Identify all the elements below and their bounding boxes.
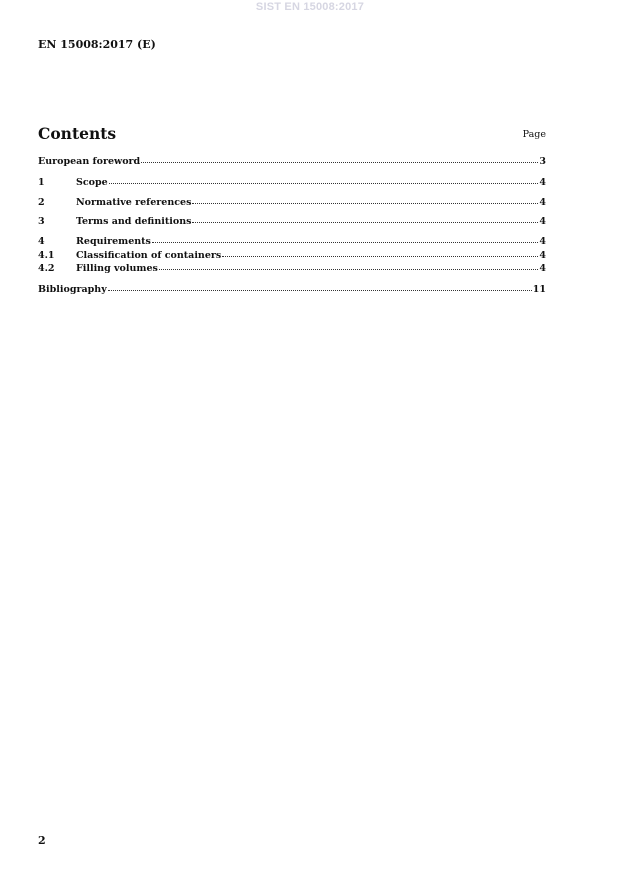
toc-entry-title: Scope bbox=[76, 177, 108, 188]
toc-entry-title: Filling volumes bbox=[76, 263, 158, 274]
toc-entry-number: 1 bbox=[38, 177, 45, 188]
toc-entry-title: Bibliography bbox=[38, 284, 107, 295]
toc-entry-page: 4 bbox=[539, 197, 546, 208]
toc-entry-title: Classification of containers bbox=[76, 250, 222, 261]
toc-entry-scope[interactable] bbox=[38, 177, 546, 188]
toc-entry-requirements[interactable] bbox=[38, 236, 546, 247]
toc-entry-bibliography[interactable] bbox=[38, 284, 546, 295]
toc-entry-filling-volumes[interactable] bbox=[38, 263, 546, 274]
toc-entry-number: 4.2 bbox=[38, 263, 55, 274]
toc-leader-dots bbox=[109, 183, 539, 184]
watermark: SIST EN 15008:2017 bbox=[255, 1, 365, 13]
toc-entry-page: 11 bbox=[532, 284, 546, 295]
toc-leader-dots bbox=[192, 203, 538, 204]
toc-leader-dots bbox=[152, 242, 538, 243]
toc-entry-classification-of-containers[interactable] bbox=[38, 250, 546, 261]
toc-entry-title: European foreword bbox=[38, 156, 141, 167]
contents-heading: Contents bbox=[38, 124, 117, 143]
toc-entry-page: 4 bbox=[539, 250, 546, 261]
toc-entry-page: 4 bbox=[539, 236, 546, 247]
toc-entry-page: 4 bbox=[539, 177, 546, 188]
toc-leader-dots bbox=[159, 269, 539, 270]
toc-entry-title: Requirements bbox=[76, 236, 151, 247]
toc-leader-dots bbox=[222, 256, 538, 257]
toc-entry-page: 4 bbox=[539, 263, 546, 274]
toc-entry-number: 2 bbox=[38, 197, 45, 208]
toc-entry-normative-references[interactable] bbox=[38, 197, 546, 208]
toc-leader-dots bbox=[141, 162, 538, 163]
page-number: 2 bbox=[38, 834, 46, 847]
toc-leader-dots bbox=[108, 290, 532, 291]
page-column-label: Page bbox=[522, 129, 546, 140]
document-id-header: EN 15008:2017 (E) bbox=[38, 38, 156, 51]
toc-entry-number: 4.1 bbox=[38, 250, 55, 261]
toc-entry-number: 3 bbox=[38, 216, 45, 227]
toc-entry-page: 3 bbox=[539, 156, 546, 167]
toc-entry-page: 4 bbox=[539, 216, 546, 227]
toc-entry-number: 4 bbox=[38, 236, 45, 247]
toc-entry-terms-and-definitions[interactable] bbox=[38, 216, 546, 227]
toc-entry-title: Normative references bbox=[76, 197, 192, 208]
toc-entry-title: Terms and definitions bbox=[76, 216, 192, 227]
toc-leader-dots bbox=[192, 222, 538, 223]
toc-entry-european-foreword[interactable] bbox=[38, 156, 546, 167]
